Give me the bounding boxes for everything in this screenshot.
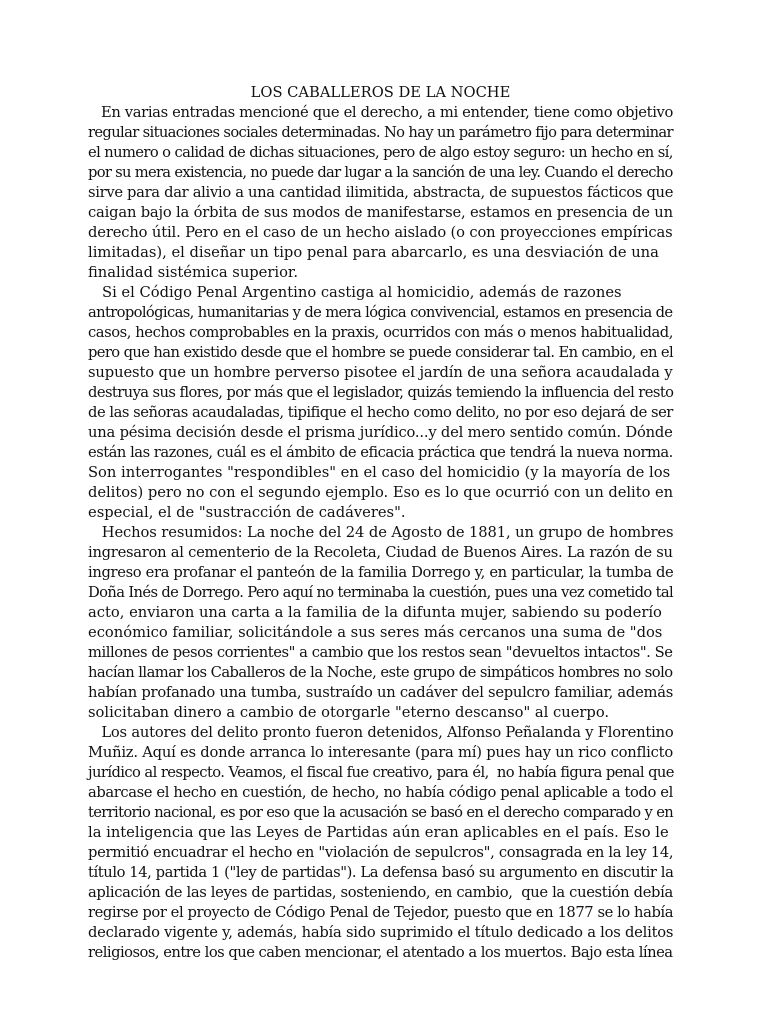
- text-line: limitadas), el diseñar un tipo penal para abarcarlo, es una desviación de una: [88, 244, 659, 261]
- paragraph: [88, 523, 673, 723]
- text-line: solicitaban dinero a cambio de otorgarle "eterno descanso" al cuerpo.: [88, 704, 610, 721]
- text-line: regular situaciones sociales determinadas. No hay un parámetro fijo para determinar: [88, 124, 673, 141]
- text-line: sirve para dar alivio a una cantidad ilimitida, abstracta, de supuestos fácticos que: [88, 184, 674, 201]
- document-title: LOS CABALLEROS DE LA NOCHE: [250, 84, 511, 101]
- text-line: acto, enviaron una carta a la familia de la difunta mujer, sabiendo su poderío: [88, 604, 662, 621]
- text-line: título 14, partida 1 ("ley de partidas"). La defensa basó su argumento en discutir la: [88, 864, 674, 881]
- text-line: pero que han existido desde que el hombre se puede considerar tal. En cambio, en el: [88, 344, 674, 361]
- text-line: Hechos resumidos: La noche del 24 de Agosto de 1881, un grupo de hombres: [88, 524, 674, 541]
- text-line: destruya sus flores, por más que el legislador, quizás temiendo la influencia del resto: [88, 384, 674, 401]
- text-line: Los autores del delito pronto fueron detenidos, Alfonso Peñalanda y Florentino: [88, 724, 674, 741]
- text-line: hacían llamar los Caballeros de la Noche, este grupo de simpáticos hombres no solo: [88, 664, 673, 681]
- text-line: regirse por el proyecto de Código Penal de Tejedor, puesto que en 1877 se lo había: [88, 904, 674, 921]
- text-line: permitió encuadrar el hecho en "violación de sepulcros", consagrada en la ley 14,: [88, 844, 674, 861]
- text-line: están las razones, cuál es el ámbito de eficacia práctica que tendrá la nueva norma.: [88, 444, 673, 461]
- text-line: Son interrogantes "respondibles" en el caso del homicidio (y la mayoría de los: [88, 464, 671, 481]
- text-line: caigan bajo la órbita de sus modos de manifestarse, estamos en presencia de un: [88, 204, 673, 221]
- text-line: la inteligencia que las Leyes de Partidas aún eran aplicables en el país. Eso le: [88, 824, 669, 841]
- text-line: finalidad sistémica superior.: [88, 264, 299, 281]
- text-line: delitos) pero no con el segundo ejemplo. Eso es lo que ocurrió con un delito en: [88, 484, 674, 501]
- text-line: aplicación de las leyes de partidas, sosteniendo, en cambio, que la cuestión debía: [88, 884, 673, 901]
- text-line: habían profanado una tumba, sustraído un cadáver del sepulcro familiar, además: [88, 684, 673, 701]
- text-line: económico familiar, solicitándole a sus seres más cercanos una suma de "dos: [88, 624, 663, 641]
- text-line: millones de pesos corrientes" a cambio que los restos sean "devueltos intactos". Se: [88, 644, 673, 661]
- text-line: casos, hechos comprobables en la praxis, ocurridos con más o menos habitualidad,: [88, 324, 674, 341]
- document-body: [88, 83, 673, 963]
- text-line: declarado vigente y, además, había sido suprimido el título dedicado a los delitos: [88, 924, 674, 941]
- text-line: especial, el de "sustracción de cadáveres".: [88, 504, 406, 521]
- text-line: antropológicas, humanitarias y de mera lógica convivencial, estamos en presencia de: [88, 304, 673, 321]
- text-line: territorio nacional, es por eso que la acusación se basó en el derecho comparado y en: [88, 804, 674, 821]
- text-line: Doña Inés de Dorrego. Pero aquí no terminaba la cuestión, pues una vez cometido tal: [88, 584, 674, 601]
- paragraph: [88, 723, 673, 963]
- text-line: por su mera existencia, no puede dar lugar a la sanción de una ley. Cuando el derecho: [88, 164, 673, 181]
- text-line: abarcase el hecho en cuestión, de hecho, no había código penal aplicable a todo el: [88, 784, 673, 801]
- text-line: En varias entradas mencioné que el derecho, a mi entender, tiene como objetivo: [88, 104, 673, 121]
- text-line: Si el Código Penal Argentino castiga al homicidio, además de razones: [88, 284, 622, 301]
- text-line: supuesto que un hombre perverso pisotee el jardín de una señora acaudalada y: [88, 364, 673, 381]
- text-line: de las señoras acaudaladas, tipifique el hecho como delito, no por eso dejará de ser: [88, 404, 673, 421]
- text-line: el numero o calidad de dichas situaciones, pero de algo estoy seguro: un hecho en sí,: [88, 144, 673, 161]
- text-line: derecho útil. Pero en el caso de un hecho aislado (o con proyecciones empíricas: [88, 224, 673, 241]
- text-line: religiosos, entre los que caben mencionar, el atentado a los muertos. Bajo esta línea: [88, 944, 673, 961]
- text-line: Muñiz. Aquí es donde arranca lo interesante (para mí) pues hay un rico conflicto: [88, 744, 673, 761]
- paragraph: [88, 283, 673, 523]
- text-line: una pésima decisión desde el prisma jurídico...y del mero sentido común. Dónde: [88, 424, 673, 441]
- text-line: ingreso era profanar el panteón de la familia Dorrego y, en particular, la tumba de: [88, 564, 674, 581]
- paragraph: [88, 103, 673, 283]
- text-line: jurídico al respecto. Veamos, el fiscal fue creativo, para él, no había figura penal que: [88, 764, 674, 781]
- paragraph-list: [88, 103, 673, 963]
- text-line: ingresaron al cementerio de la Recoleta, Ciudad de Buenos Aires. La razón de su: [88, 544, 673, 561]
